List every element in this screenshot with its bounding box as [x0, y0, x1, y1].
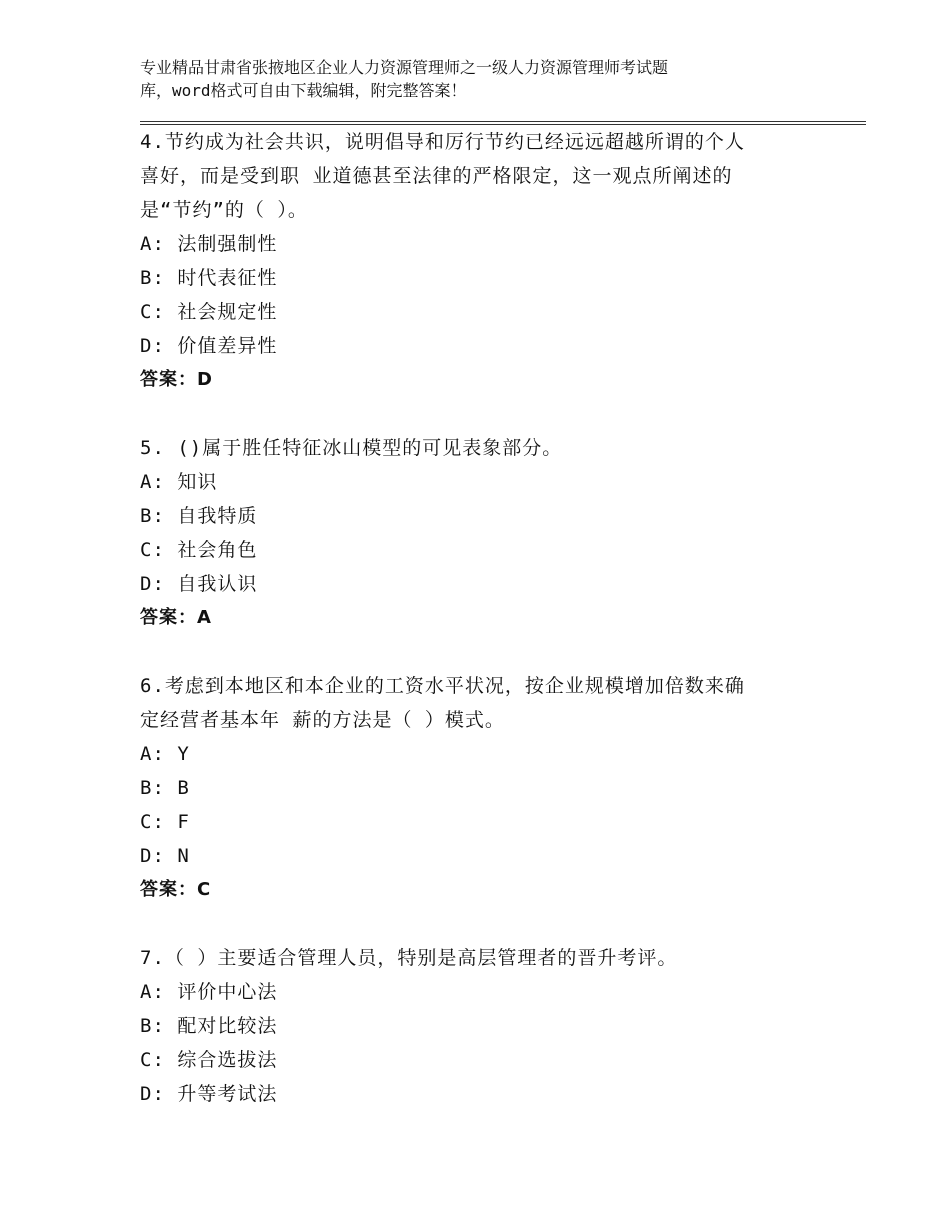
option-c: C: 综合选拔法: [140, 1049, 278, 1071]
answer-line: 答案：C: [140, 879, 212, 900]
question-list: [140, 125, 830, 1111]
question-stem-line: 6.考虑到本地区和本企业的工资水平状况，按企业规模增加倍数来确: [140, 675, 745, 697]
option-b: B: 时代表征性: [140, 267, 278, 289]
option-c: C: 社会角色: [140, 539, 258, 561]
answer-line: 答案：A: [140, 607, 212, 628]
option-a: A: 评价中心法: [140, 981, 278, 1003]
header-divider-top: [140, 121, 866, 122]
option-d: D: N: [140, 845, 190, 867]
option-a: A: 法制强制性: [140, 233, 278, 255]
option-a: A: 知识: [140, 471, 218, 493]
option-d: D: 自我认识: [140, 573, 258, 595]
option-d: D: 升等考试法: [140, 1083, 278, 1105]
option-c: C: F: [140, 811, 190, 833]
option-d: D: 价值差异性: [140, 335, 278, 357]
document-header: [140, 56, 840, 102]
question-7: [140, 941, 830, 1111]
question-stem-line: 4.节约成为社会共识，说明倡导和厉行节约已经远远超越所谓的个人: [140, 131, 745, 153]
spacer: [140, 635, 830, 669]
spacer: [140, 907, 830, 941]
option-b: B: 自我特质: [140, 505, 258, 527]
option-a: A: Y: [140, 743, 190, 765]
question-6: [140, 669, 830, 907]
spacer: [140, 397, 830, 431]
question-5: [140, 431, 830, 635]
option-c: C: 社会规定性: [140, 301, 278, 323]
question-stem-line: 7.（ ）主要适合管理人员，特别是高层管理者的晋升考评。: [140, 947, 678, 969]
question-stem-line: 5. ()属于胜任特征冰山模型的可见表象部分。: [140, 437, 563, 459]
option-b: B: 配对比较法: [140, 1015, 278, 1037]
question-stem-line: 喜好，而是受到职 业道德甚至法律的严格限定，这一观点所阐述的: [140, 165, 733, 187]
header-line-1: 专业精品甘肃省张掖地区企业人力资源管理师之一级人力资源管理师考试题: [140, 58, 669, 77]
option-b: B: B: [140, 777, 190, 799]
header-line-2: 库，word格式可自由下载编辑，附完整答案！: [140, 81, 467, 100]
question-4: [140, 125, 830, 397]
question-stem-line: 是“节约”的（ ）。: [140, 199, 308, 221]
question-stem-line: 定经营者基本年 薪的方法是（ ）模式。: [140, 709, 505, 731]
answer-line: 答案：D: [140, 369, 213, 390]
